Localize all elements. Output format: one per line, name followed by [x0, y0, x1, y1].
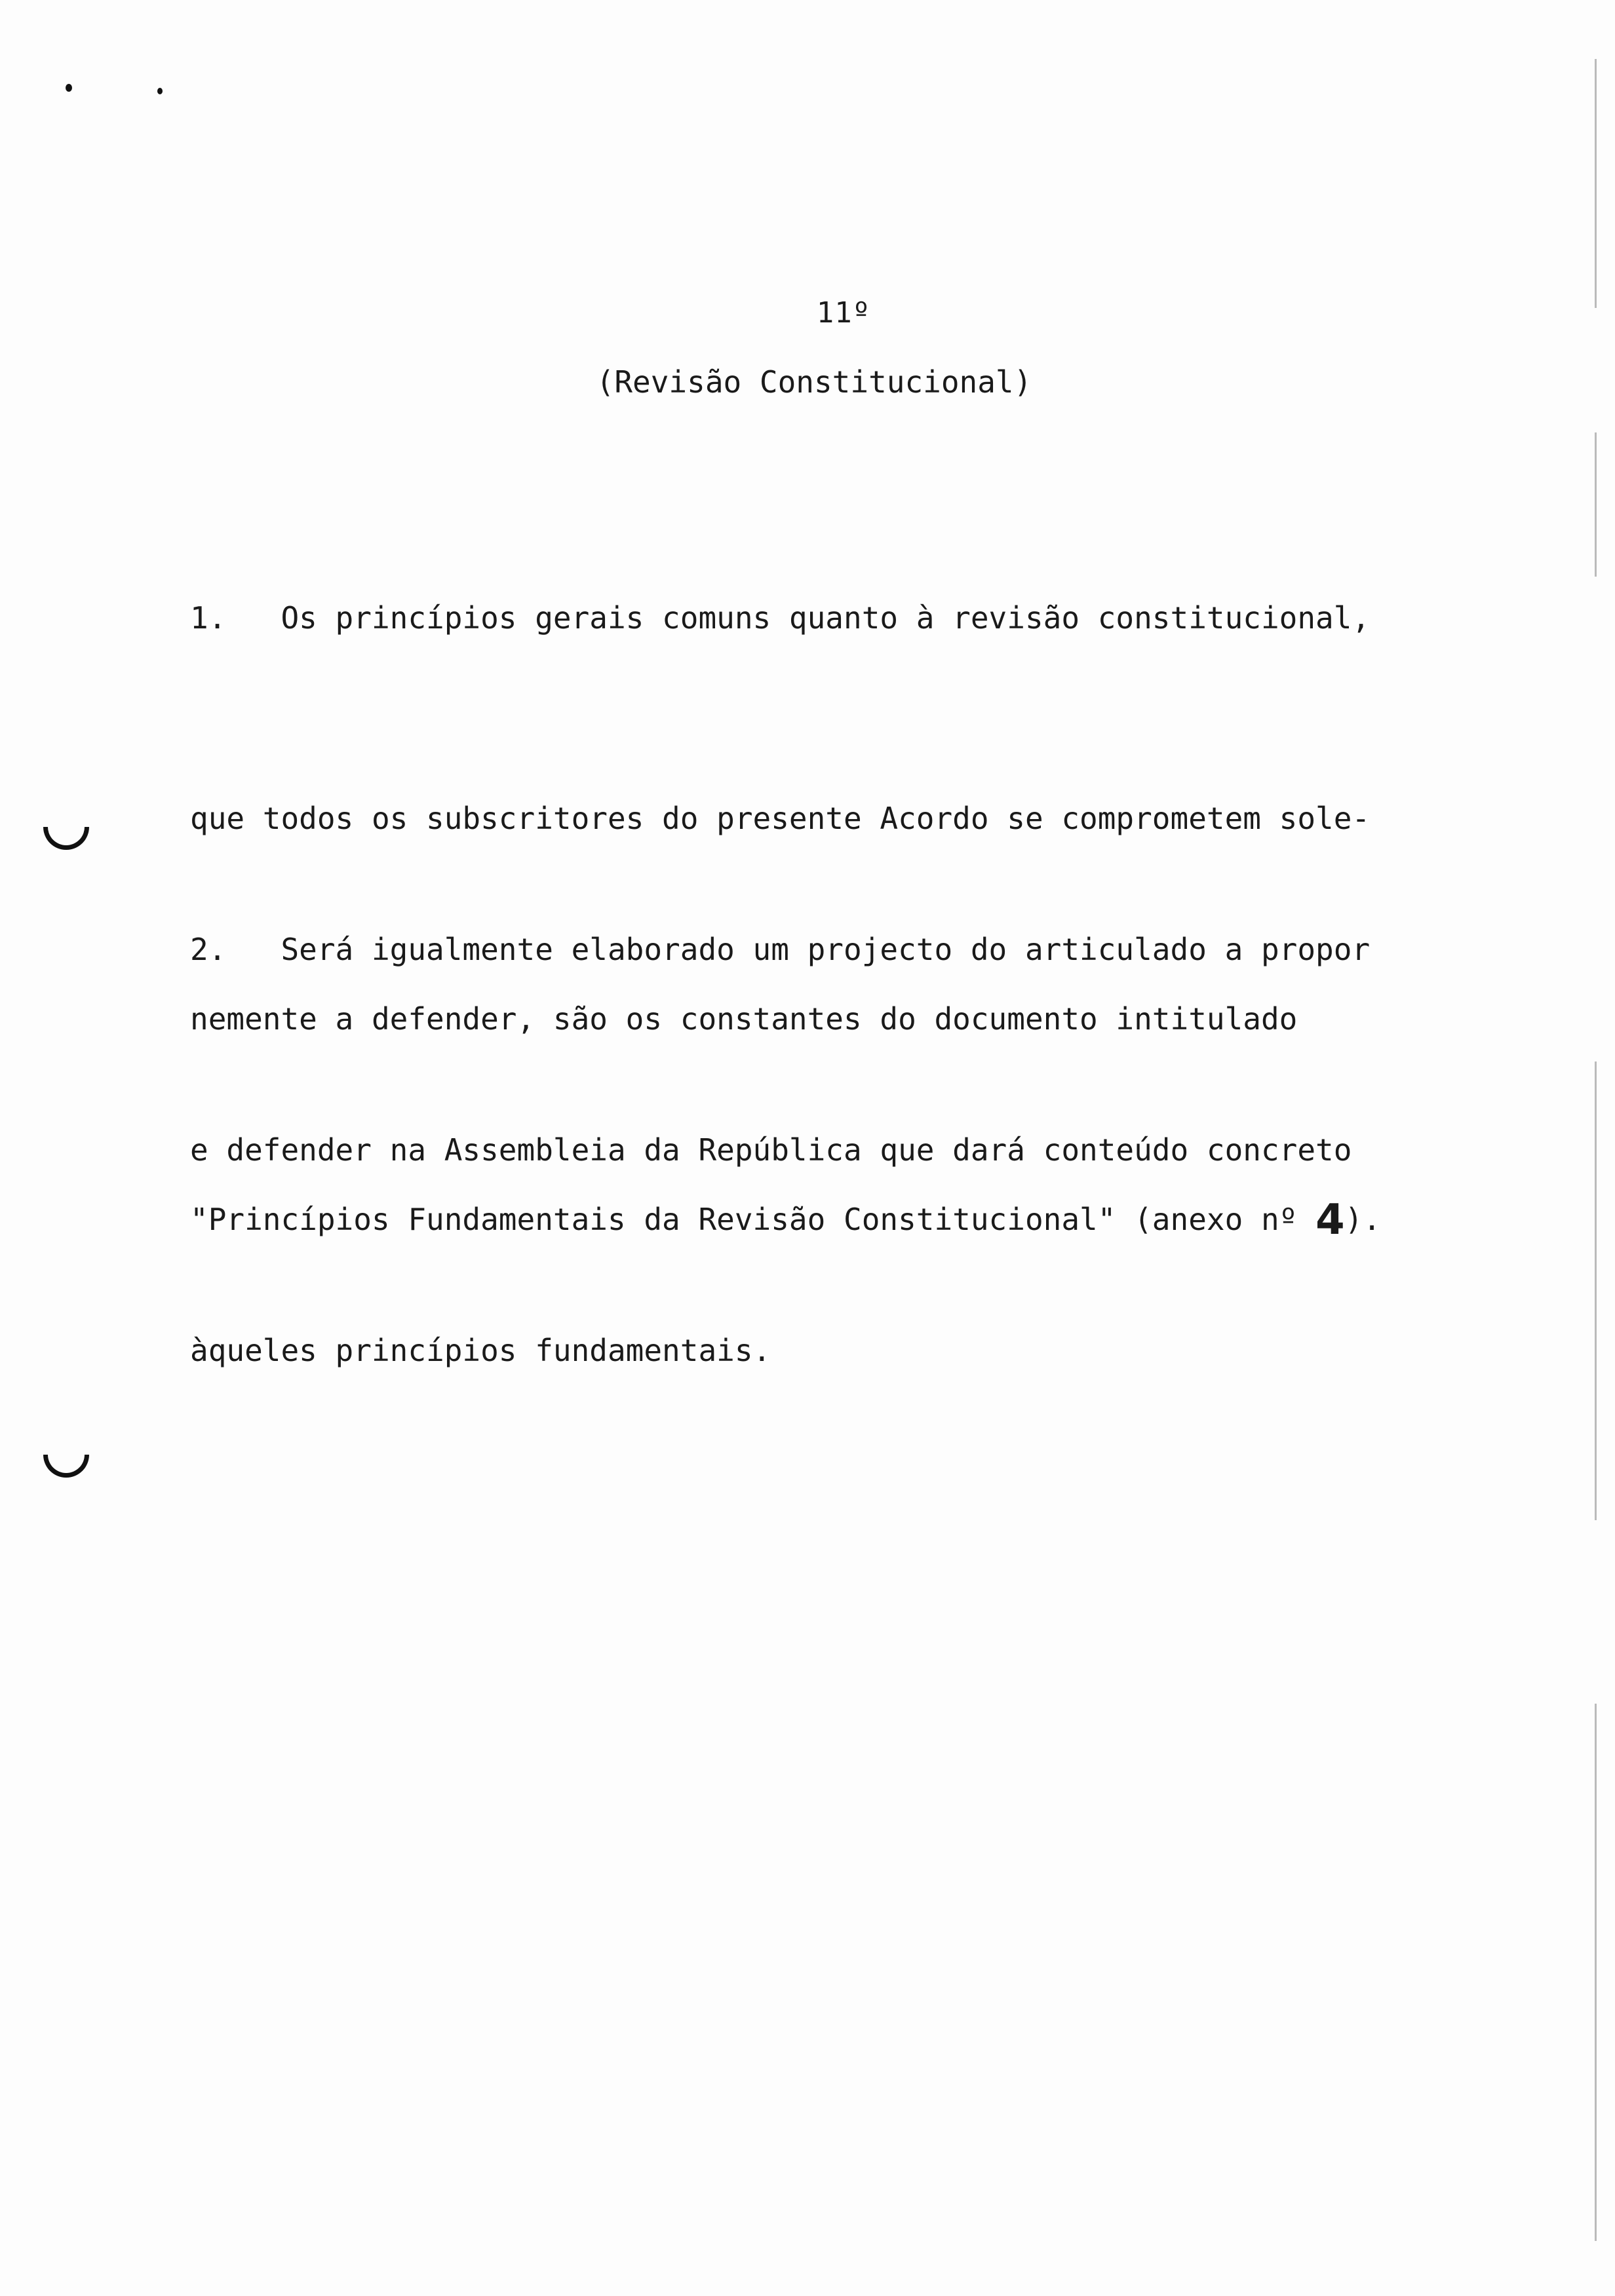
paragraph-line-closing: ). — [1344, 1202, 1381, 1237]
article-number: 11º — [816, 296, 871, 330]
scan-edge-line — [1595, 432, 1597, 577]
paragraph-line: nemente a defender, são os constantes do documento intitulado — [190, 1001, 1298, 1037]
paragraph-line: àqueles princípios fundamentais. — [190, 1333, 771, 1368]
handwritten-annex-number: 4 — [1315, 1196, 1345, 1244]
punch-hole-mark — [43, 1455, 89, 1478]
paragraph-line-text: "Princípios Fundamentais da Revisão Constitucional" (anexo nº — [190, 1202, 1316, 1237]
paragraph-line: e defender na Assembleia da República que dará conteúdo concreto — [190, 1132, 1352, 1168]
scan-edge-line — [1595, 1704, 1597, 2241]
paragraph-2 — [190, 782, 1481, 1518]
article-title: (Revisão Constitucional) — [596, 364, 1032, 400]
scan-edge-line — [1595, 59, 1597, 308]
paragraph-line: que todos os subscritores do presente Acordo se comprometem sole- — [190, 801, 1371, 836]
scan-dot — [157, 88, 163, 94]
scan-edge-line — [1595, 1062, 1597, 1520]
paragraph-line: 2. Será igualmente elaborado um projecto do articulado a propor — [190, 932, 1371, 967]
paragraph-line: 1. Os princípios gerais comuns quanto à revisão constitucional, — [190, 600, 1371, 636]
scan-dot — [66, 84, 72, 92]
punch-hole-mark — [43, 827, 89, 850]
